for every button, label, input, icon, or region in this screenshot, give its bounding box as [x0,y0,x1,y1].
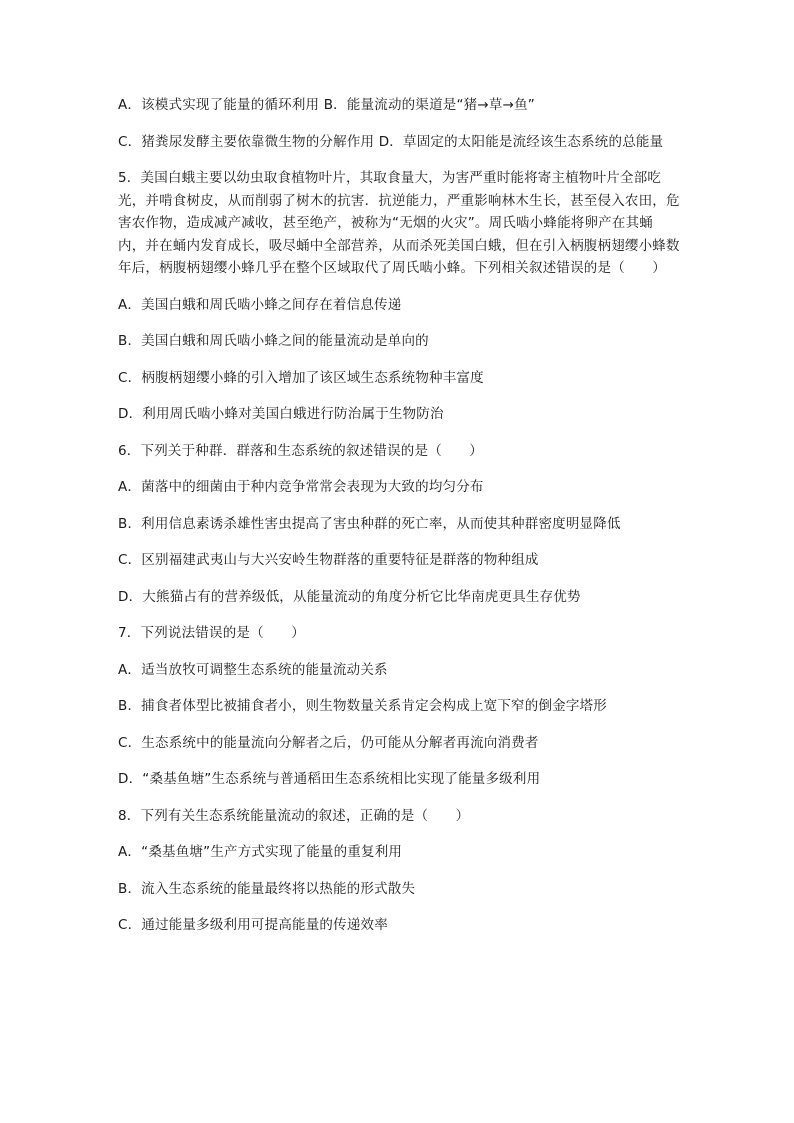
q7-option-d: D．“桑基鱼塘”生态系统与普通稻田生态系统相比实现了能量多级利用 [118,771,541,787]
q8-option-c: C．通过能量多级利用可提高能量的传递效率 [118,917,388,933]
q7-option-a: A．适当放牧可调整生态系统的能量流动关系 [118,661,388,678]
q7-stem: 7．下列说法错误的是（ ） [118,625,305,641]
q6-option-d: D．大熊猫占有的营养级低，从能量流动的角度分析它比华南虎更具生存优势 [118,588,581,605]
q5-option-c: C．柄腹柄翅缨小蜂的引入增加了该区域生态系统物种丰富度 [118,369,484,386]
q6-option-a: A．菌落中的细菌由于种内竞争常常会表现为大致的均匀分布 [118,479,484,495]
q4-options-a-b: A．该模式实现了能量的循环利用 B．能量流动的渠道是“猪→草→鱼” [118,97,535,113]
q5-option-b: B．美国白蛾和周氏啮小蜂之间的能量流动是单向的 [118,333,429,349]
q7-option-c: C．生态系统中的能量流向分解者之后，仍可能从分解者再流向消费者 [118,734,539,751]
q5-option-d: D．利用周氏啮小蜂对美国白蛾进行防治属于生物防治 [118,406,444,422]
q8-option-b: B．流入生态系统的能量最终将以热能的形式散失 [118,880,416,897]
q4-options-c-d: C．猪粪尿发酵主要依靠微生物的分解作用 D．草固定的太阳能是流经该生态系统的总能量 [118,133,664,150]
q6-stem: 6．下列关于种群．群落和生态系统的叙述错误的是（ ） [118,442,483,459]
q5-stem: 5．美国白蛾主要以幼虫取食植物叶片，其取食量大，为害严重时能将寄主植物叶片全部吃光，并啃食树皮，从而削弱了树木的抗害．抗逆能力，严重影响林木生长，甚至侵入农田，危害农作物，造成减产减收，甚至绝产，被称为“无烟的火灾”。周氏啮小蜂能将卵产在其蛹内，并在蛹内发育成长，吸尽蛹中全部营养，从而杀死美国白蛾，但在引入柄腹柄翅缨小蜂数年后，柄腹柄翅缨小蜂几乎在整个区域取代了周氏啮小蜂。下列相关叙述错误的是（ ） [118,170,680,276]
q6-option-c: C．区别福建武夷山与大兴安岭生物群落的重要特征是群落的物种组成 [118,552,539,568]
q5-option-a: A．美国白蛾和周氏啮小蜂之间存在着信息传递 [118,296,402,313]
q7-option-b: B．捕食者体型比被捕食者小，则生物数量关系肯定会构成上宽下窄的倒金字塔形 [118,698,607,714]
document-content [118,94,680,937]
q8-option-a: A．“桑基鱼塘”生产方式实现了能量的重复利用 [118,844,403,860]
q6-option-b: B．利用信息素诱杀雄性害虫提高了害虫种群的死亡率，从而使其种群密度明显降低 [118,515,621,532]
q8-stem: 8．下列有关生态系统能量流动的叙述，正确的是（ ） [118,807,470,824]
